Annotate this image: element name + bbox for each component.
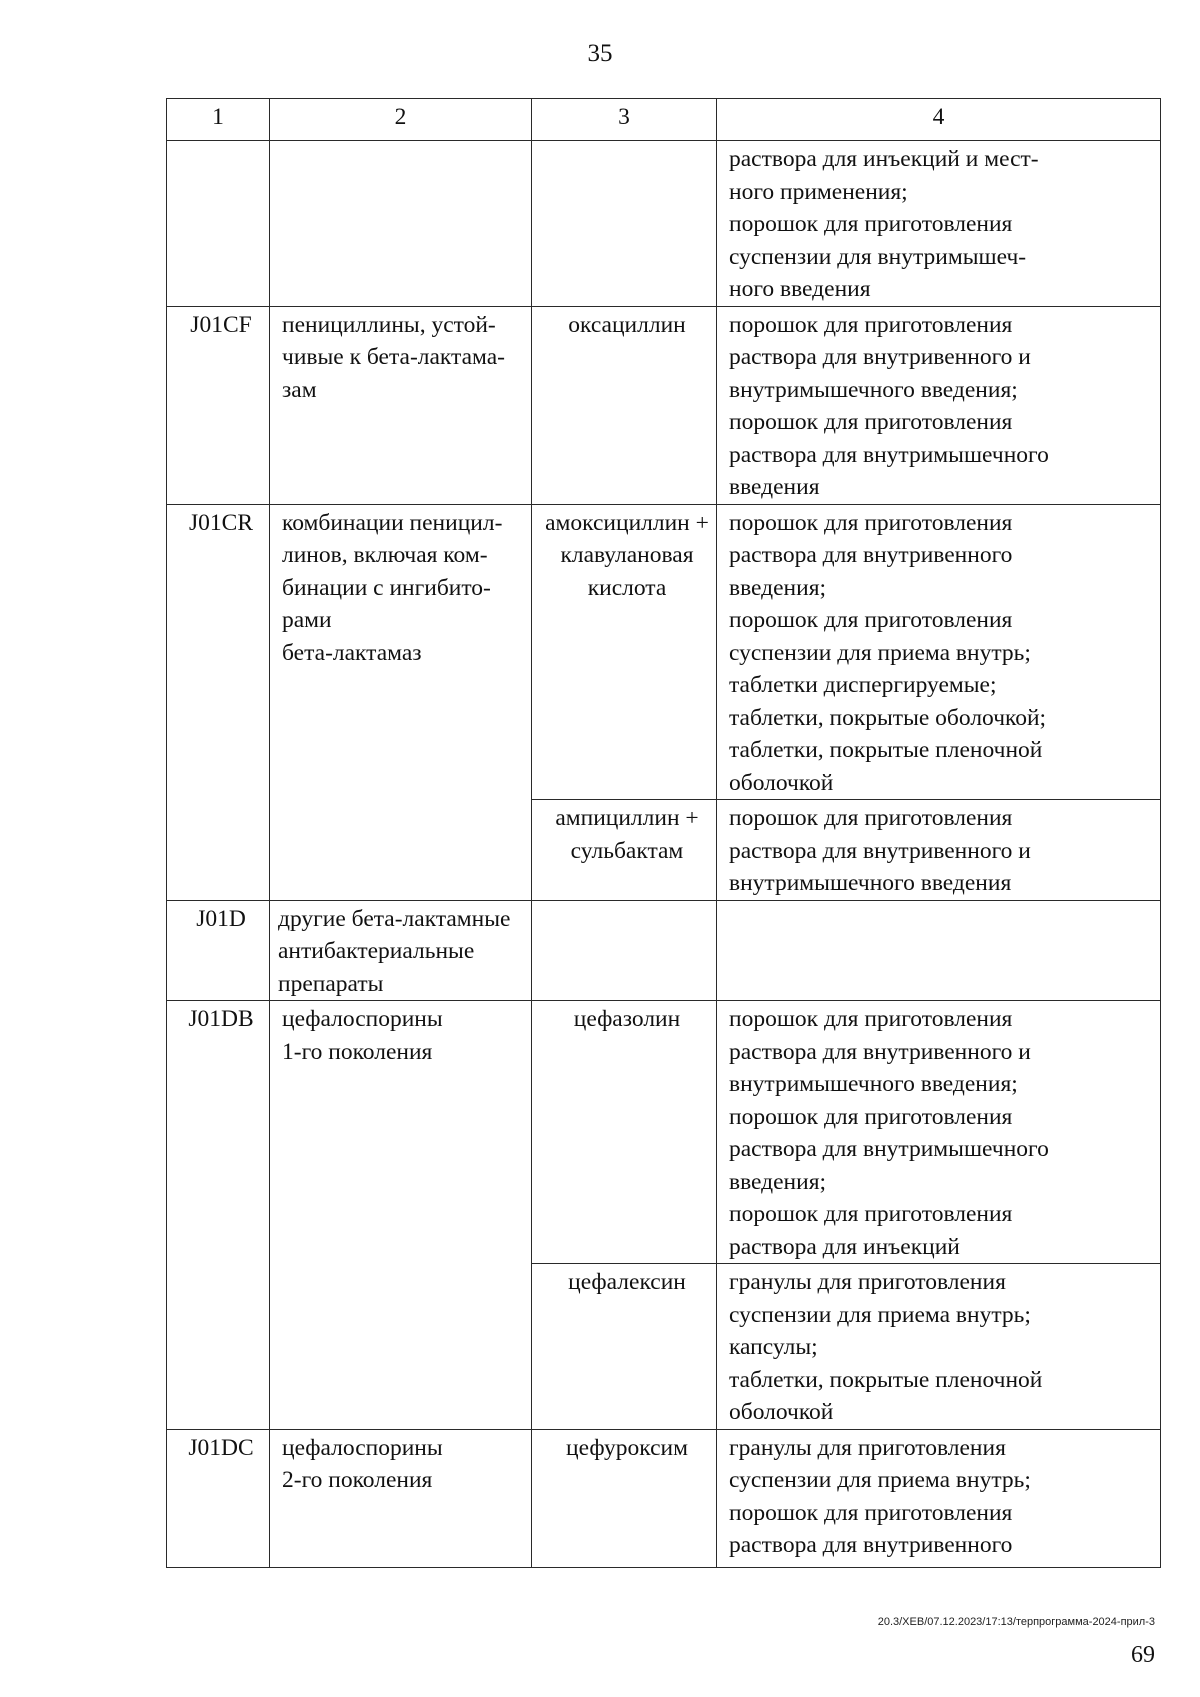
dosage-form-line: порошок для приготовления <box>729 607 1013 633</box>
group-line: цефалоспорины <box>282 1006 443 1032</box>
document-footer-stamp: 20.3/ХЕВ/07.12.2023/17:13/терпрограмма-2024-прил-3 <box>877 1616 1155 1628</box>
dosage-forms-cell <box>717 800 1161 901</box>
atc-code-cell <box>167 141 270 307</box>
group-line: зам <box>282 376 317 403</box>
group-line: бета-лактамаз <box>282 639 422 666</box>
group-line: пенициллины, устой- <box>282 311 496 338</box>
group-cell <box>270 504 532 900</box>
group-cell <box>270 141 532 307</box>
drug-line: цефуроксим <box>566 1434 688 1461</box>
atc-code-cell: J01CR <box>167 504 270 900</box>
group-line: линов, включая ком- <box>282 542 488 568</box>
table-row <box>167 1429 1161 1567</box>
drug-line: кислота <box>587 574 667 601</box>
table-row <box>167 306 1161 504</box>
dosage-form-line: суспензии для приема внутрь; <box>729 1301 1031 1328</box>
atc-code-cell: J01DB <box>167 1001 270 1430</box>
dosage-form-line: ного применения; <box>729 178 908 205</box>
group-line: рами <box>282 607 332 633</box>
dosage-form-line: порошок для приготовления <box>729 311 1013 338</box>
drug-cell <box>532 900 717 1001</box>
drug-cell <box>532 306 717 504</box>
drug-cell <box>532 141 717 307</box>
drug-line: клавулановая <box>560 542 694 568</box>
dosage-form-line: раствора для внутривенного и <box>729 344 1031 370</box>
dosage-form-line: внутримышечного введения; <box>729 1071 1018 1097</box>
dosage-forms-cell <box>717 1001 1161 1264</box>
dosage-form-line: оболочкой <box>729 769 834 796</box>
group-line: комбинации пеницил- <box>282 509 503 536</box>
group-line: чивые к бета-лактама- <box>282 344 505 370</box>
table-row <box>167 1001 1161 1264</box>
dosage-form-line: введения <box>729 474 820 500</box>
dosage-form-line: порошок для приготовления <box>729 211 1013 237</box>
dosage-forms-cell <box>717 1264 1161 1430</box>
dosage-form-line: раствора для внутривенного и <box>729 837 1031 864</box>
dosage-form-line: порошок для приготовления <box>729 509 1013 536</box>
dosage-form-line: капсулы; <box>729 1334 818 1360</box>
dosage-form-line: ного введения <box>729 276 871 302</box>
table-row <box>167 900 1161 1001</box>
dosage-form-line: раствора для инъекций <box>729 1233 960 1260</box>
dosage-form-line: гранулы для приготовления <box>729 1434 1006 1461</box>
dosage-form-line: гранулы для приготовления <box>729 1269 1006 1295</box>
header-row <box>167 99 1161 141</box>
group-cell <box>270 900 532 1001</box>
dosage-forms-cell <box>717 306 1161 504</box>
atc-code-cell: J01DC <box>167 1429 270 1567</box>
dosage-form-line: порошок для приготовления <box>729 1201 1013 1227</box>
header-col-2: 2 <box>270 99 532 141</box>
dosage-form-line: порошок для приготовления <box>729 1006 1013 1032</box>
dosage-form-line: введения; <box>729 1168 827 1195</box>
atc-code-cell: J01D <box>167 900 270 1001</box>
dosage-forms-cell <box>717 1429 1161 1567</box>
page-number-bottom: 69 <box>1131 1642 1155 1668</box>
drug-cell <box>532 1001 717 1264</box>
drug-line: ампициллин + <box>555 805 699 831</box>
group-line: бинации с ингибито- <box>282 574 491 601</box>
group-line: цефалоспорины <box>282 1434 443 1461</box>
dosage-form-line: таблетки, покрытые оболочкой; <box>729 704 1047 731</box>
dosage-form-line: таблетки, покрытые пленочной <box>729 1366 1043 1393</box>
header-col-3: 3 <box>532 99 717 141</box>
dosage-form-line: раствора для инъекций и мест- <box>729 146 1039 172</box>
page-number-top: 35 <box>587 40 613 67</box>
dosage-form-line: внутримышечного введения <box>729 870 1012 896</box>
drug-cell <box>532 1429 717 1567</box>
header-col-1: 1 <box>167 99 270 141</box>
dosage-form-line: раствора для внутримышечного <box>729 441 1049 468</box>
dosage-form-line: порошок для приготовления <box>729 805 1013 831</box>
dosage-form-line: оболочкой <box>729 1399 834 1425</box>
dosage-form-line: раствора для внутривенного и <box>729 1038 1031 1065</box>
group-line: препараты <box>278 970 384 997</box>
dosage-form-line: раствора для внутривенного <box>729 1532 1013 1558</box>
dosage-form-line: порошок для приготовления <box>729 1499 1013 1526</box>
dosage-form-line: введения; <box>729 574 827 601</box>
dosage-form-line: раствора для внутримышечного <box>729 1136 1049 1162</box>
group-line: 1-го поколения <box>282 1038 433 1065</box>
group-cell <box>270 1001 532 1430</box>
drug-line: цефалексин <box>568 1269 686 1295</box>
dosage-form-line: суспензии для приема внутрь; <box>729 1467 1031 1493</box>
group-line: 2-го поколения <box>282 1467 433 1493</box>
drug-cell <box>532 504 717 800</box>
drug-line: оксациллин <box>568 311 686 338</box>
drug-line: сульбактам <box>570 837 684 864</box>
dosage-form-line: суспензии для приема внутрь; <box>729 639 1031 666</box>
dosage-forms-cell <box>717 141 1161 307</box>
group-line: антибактериальные <box>278 938 475 964</box>
dosage-forms-cell <box>717 900 1161 1001</box>
drug-cell <box>532 800 717 901</box>
atc-code-cell: J01CF <box>167 306 270 504</box>
formulary-table <box>166 98 1161 1568</box>
dosage-form-line: таблетки диспергируемые; <box>729 672 997 698</box>
group-line: другие бета-лактамные <box>278 905 511 932</box>
drug-cell <box>532 1264 717 1430</box>
group-cell <box>270 306 532 504</box>
group-cell <box>270 1429 532 1567</box>
drug-line: амоксициллин + <box>545 509 709 536</box>
table-row <box>167 504 1161 800</box>
dosage-form-line: суспензии для внутримышеч- <box>729 243 1027 270</box>
dosage-form-line: внутримышечного введения; <box>729 376 1018 403</box>
header-col-4: 4 <box>717 99 1161 141</box>
drug-line: цефазолин <box>573 1006 681 1032</box>
dosage-form-line: раствора для внутривенного <box>729 542 1013 568</box>
dosage-form-line: порошок для приготовления <box>729 1103 1013 1130</box>
dosage-form-line: порошок для приготовления <box>729 409 1013 435</box>
table-row <box>167 141 1161 307</box>
dosage-forms-cell <box>717 504 1161 800</box>
dosage-form-line: таблетки, покрытые пленочной <box>729 737 1043 763</box>
